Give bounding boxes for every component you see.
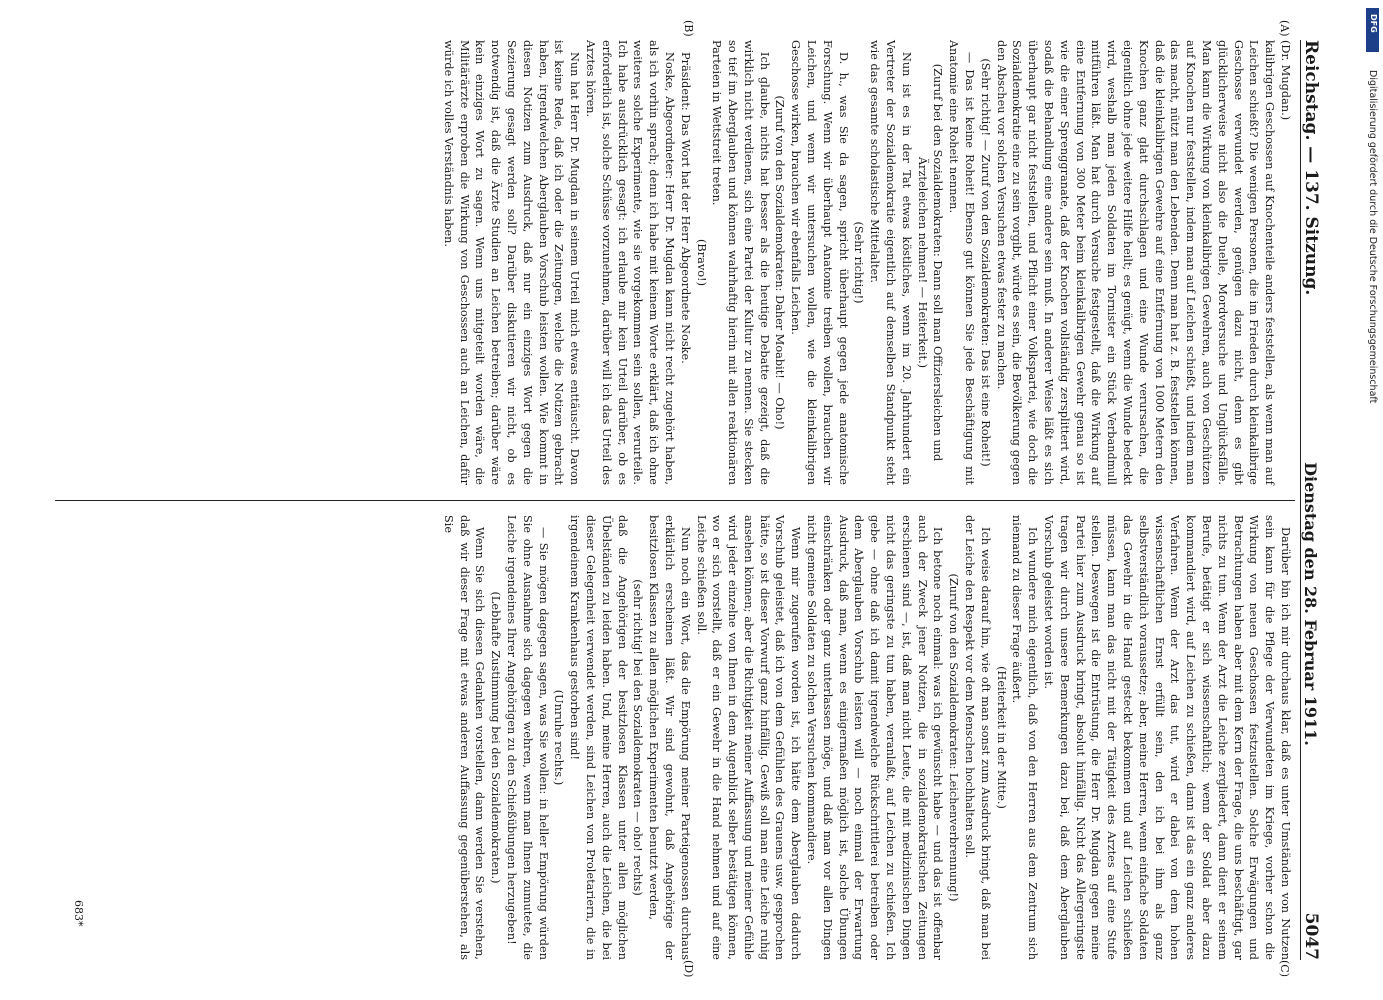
- paragraph: Ich betone noch einmal: was ich gewünscht habe — und das ist offenbar auch der Zweck jener Notizen, die in sozialdemokratischen Zeitungen erschienen sind —, ist, daß man nicht Leute, die mit medizinischen Dingen nicht das geringste zu tun haben, veranlaßt, auf Leichen zu schießen. Ich gebe — ohne daß ich damit irgendwelche Rückschrittlerei betreiben oder dem Aberglauben Vorschub leisten will — noch einmal der Erwartung Ausdruck, daß man, wenn es einigermaßen möglich ist, solche Übungen einschränken oder ganz unterlassen möge, und daß man vor allen Dingen nicht gemeine Soldaten zu solchen Versuchen kommandiere.: [805, 515, 945, 960]
- digitization-credit: [1365, 10, 1379, 990]
- left-column: [440, 40, 1293, 485]
- paragraph: Wenn Sie sich diesen Gedanken vorstellen, dann werden Sie verstehen, daß wir dieser Frage mit etwas anderen Auffassung gegenüberstehen, als Sie: [441, 515, 487, 960]
- margin-marker-a: (A): [1278, 20, 1291, 37]
- page-header: [1300, 40, 1335, 960]
- column-divider: [55, 500, 1295, 501]
- interjection: (Lebhafte Zustimmung bei den Sozialdemokraten.): [489, 591, 503, 884]
- paragraph: Nun hat Herr Dr. Mugdan in seinem Urteil mich etwas enttäuscht. Davon ist keine Rede, daß ich oder die Zeitungen, welche die Notizen gebracht haben, irgendwelchen Aberglauben Vorschub leisten wollen. Wie kommt in diesen Notizen zum Ausdruck, daß nur ein einziges Wort gegen die Sezierung gesagt werden soll? Darüber diskutieren wir nicht, ob es notwendig ist, daß die Ärzte Studien an Leichen betreiben; darüber wäre kein einziges Wort zu sagen. Wenn uns mitgeteilt worden wäre, die Militärärzte erproben die Wirkung von Geschossen auch an Leichen, dafür würde ich volles Verständnis haben.: [441, 40, 582, 485]
- paragraph: Wenn mir zugerufen worden ist, ich hätte dem Aberglauben dadurch Vorschub geleistet, daß ich von dem Gefühlen des Grauens usw. gesprochen hätte, so ist dieser Vorwurf ganz hinfällig. Gewiß soll man eine Leiche ruhig ansehen können; aber die Richtigkeit meiner Auffassung und meiner Gefühle wird jeder einzelne von Ihnen in dem Augenblick selber bestätigen können, wo er sich vorstellt, daß er ein Gewehr in die Hand nehmen und auf eine Leiche schießen soll.: [694, 515, 803, 960]
- paragraph: Nun noch ein Wort, das die Empörung meiner Parteigenossen durchaus erklärlich erscheinen läßt. Wir sind gewohnt, daß Angehörige der besitzlosen Klassen zu allen möglichen Experimenten benutzt werden,: [647, 515, 692, 960]
- margin-marker-b: (B): [682, 20, 695, 37]
- interjection: (Zuruf von den Sozialdemokraten: Daher Moabit! — Oho!): [773, 95, 787, 430]
- presiding-statement: Präsident: Das Wort hat der Herr Abgeordnete Noske.: [678, 52, 692, 364]
- interjection: (Sehr richtig!): [852, 221, 866, 304]
- paragraph: Ich wundere mich eigentlich, daß von den Herren aus dem Zentrum sich niemand zu dieser Frage äußert.: [1010, 515, 1040, 960]
- header-left: Reichstag. — 137. Sitzung.: [1301, 40, 1321, 296]
- dfg-logo: DFG: [1366, 8, 1379, 52]
- paragraph: Nun ist es in der Tat etwas köstliches, wenn im 20. Jahrhundert ein Vertreter der Sozialdemokratie eigentlich auf demselben Standpunkt steht wie das gesamte scholastische Mittelalter.: [868, 40, 913, 485]
- paragraph: kalibrigen Geschossen auf Knochenteile anders feststellen, als wenn man auf Leichen schießt? Die wenigen Personen, die im Frieden durch kleinkalibrige Geschosse verwundet werden, genügen dazu nicht, denn es gibt glücklicherweise nicht also die Duelle, Mordversuche und Unglücksfälle. Man kann die Wirkung von kleinkalibrigen Gewehren, auch von Geschützen auf Knochen nur feststellen, indem man auf Leichen schießt, und indem man das macht, nützt man den Lebenden. Denn man hat z. B. feststellen können, daß die kleinkalibrigen Gewehre auf eine Entfernung von 1000 Metern den Knochen ganz glatt durchschlagen und eine Wunde verursachen, die eigentlich ohne jede weitere Hilfe heilt; es genügt, wenn die Wunde bedeckt wird, weshalb man jeden Soldaten im Tornister ein Stück Verbandmull mitführen läßt. Man hat durch Versuche festgestellt, daß die Wirkung auf eine Entfernung von 300 Meter beim kleinkalibrigen Gewehr genau so ist wie die einer Sprenggranate, daß der Knochen vollständig zersplittert wird, sodaß die Behandlung eine andere sein muß. In anderer Weise läßt es sich überhaupt gar nicht feststellen, und Pflicht einer Volkspartei, wie doch die Sozialdemokratie eine zu sein vorgibt, würde es sein, die Bevölkerung gegen den Abscheu vor solchen Versuchen etwas fester zu machen.: [994, 40, 1277, 485]
- interjection: (Bravo!): [694, 239, 708, 286]
- interjection: (Heiterkeit in der Mitte.): [994, 666, 1008, 809]
- paragraph: daß die Angehörigen der besitzlosen Klassen unter allen möglichen Übelständen zu leiden haben. Und, meine Herren, auch die Leichen, die bei dieser Gelegenheit verwendet werden, sind Leichen von Proletariern, die in irgendeinem Krankenhaus gestorben sind!: [568, 515, 629, 960]
- interjection: (sehr richtig! bei den Sozialdemokraten — oho! rechts): [631, 579, 645, 896]
- interjection: (Sehr richtig! — Zuruf von den Sozialdemokraten: Das ist eine Roheit!): [978, 58, 992, 467]
- paragraph: — Das ist keine Roheit! Ebenso gut können Sie jede Beschäftigung mit Anatomie eine Roheit nennen.: [947, 40, 977, 485]
- page-number: 5047: [1301, 912, 1321, 960]
- credit-text: Digitalisierung gefördert durch die Deutsche Forschungsgemeinschaft: [1367, 70, 1378, 404]
- margin-marker-c: (C): [1278, 960, 1291, 977]
- interjection: (Unruhe rechts.): [552, 689, 566, 786]
- speaker-tag: (Dr. Mugdan.): [1279, 40, 1292, 121]
- paragraph: Ich weise darauf hin, wie oft man sonst zum Ausdruck bringt, daß man bei der Leiche den Respekt vor dem Menschen hochhalten soll.: [963, 515, 992, 960]
- header-date: Dienstag den 28. Februar 1911.: [1301, 462, 1320, 746]
- paragraph: — Sie mögen dagegen sagen, was Sie wollen: in heller Empörung würden Sie ohne Ausnahme sich dagegen wehren, wenn man Ihnen zumutete, die Leiche irgendeines Ihrer Angehörigen zu den Schießübungen herzugeben!: [504, 515, 550, 960]
- rotated-newspaper-page: [45, 20, 1335, 980]
- interjection: (Zuruf von den Sozialdemokraten: Leichenverbrennung!): [947, 573, 961, 902]
- paragraph: D. h., was Sie da sagen, spricht überhaupt gegen jede anatomische Forschung. Wenn wir überhaupt Anatomie treiben wollen, brauchen wir Leichen, und wenn wir untersuchen wollen, wie die kleinkalibrigen Geschosse wirken, brauchen wir ebenfalls Leichen.: [789, 40, 850, 485]
- paragraph: Noske, Abgeordneter: Herr Dr. Mugdan kann nicht recht zugehört haben, als ich vorhin sprach; denn ich habe mit keinem Worte erklärt, daß ich ohne weiteres solche Experimente, wie sie vorgekommen sein sollen, verurteile. Ich habe ausdrücklich gesagt: ich erlaube mir kein Urteil darüber, ob es erforderlich ist, solche Schüsse vorzunehmen, darüber will ich das Urteil des Arztes hören.: [583, 40, 676, 485]
- paragraph: Darüber bin ich mir durchaus klar, daß es unter Umständen von Nutzen sein kann für die Pflege der Verwundeten im Kriege, vorher schon die Wirkung von neuen Geschossen festzustellen. Solche Erwägungen und Betrachtungen haben aber mit dem Kern der Frage, die uns beschäftigt, gar nichts zu tun. Wenn der Arzt die Leiche zergliedert, dann dient er seinem Berufe, betätigt er sich wissenschaftlich; wenn der Soldat aber dazu kommandiert wird, auf Leichen zu schießen, dann ist das ein ganz anderes Verfahren. Wenn der Arzt das tut, wird er dabei von dem hohen wissenschaftlichen Ernst erfüllt sein, den ich bei ihm als ganz selbstverständlich voraussetze; aber, meine Herren, wenn einfache Soldaten das Gewehr in die Hand gesteckt bekommen und auf Leichen schießen müssen, kann man das nicht mit der Tätigkeit des Arztes auf eine Stufe stellen. Deswegen ist die Entrüstung, die Herr Dr. Mugdan gegen meine Partei hier zum Ausdruck bringt, absolut hinfällig. Nicht das Allergeringste tragen wir durch unsere Bemerkungen dazu bei, daß dem Aberglauben Vorschub geleistet worden ist.: [1042, 515, 1292, 960]
- signature-mark: 683*: [72, 900, 85, 927]
- margin-marker-d: (D): [682, 960, 695, 978]
- right-column: [440, 515, 1293, 960]
- interjection: (Zuruf bei den Sozialdemokraten: Dann soll man Offiziersleichen und Ärzteleichen nehmen! — Heiterkeit.): [915, 63, 945, 462]
- paragraph: Ich glaube, nichts hat besser als die heutige Debatte gezeigt, daß die wirklich nicht verdienen, sich eine Partei der Kultur zu nennen. Sie stecken so tief im Aberglauben und können wahrhaftig hierin mit allen reaktionären Parteien in Wettstreit treten.: [710, 40, 771, 485]
